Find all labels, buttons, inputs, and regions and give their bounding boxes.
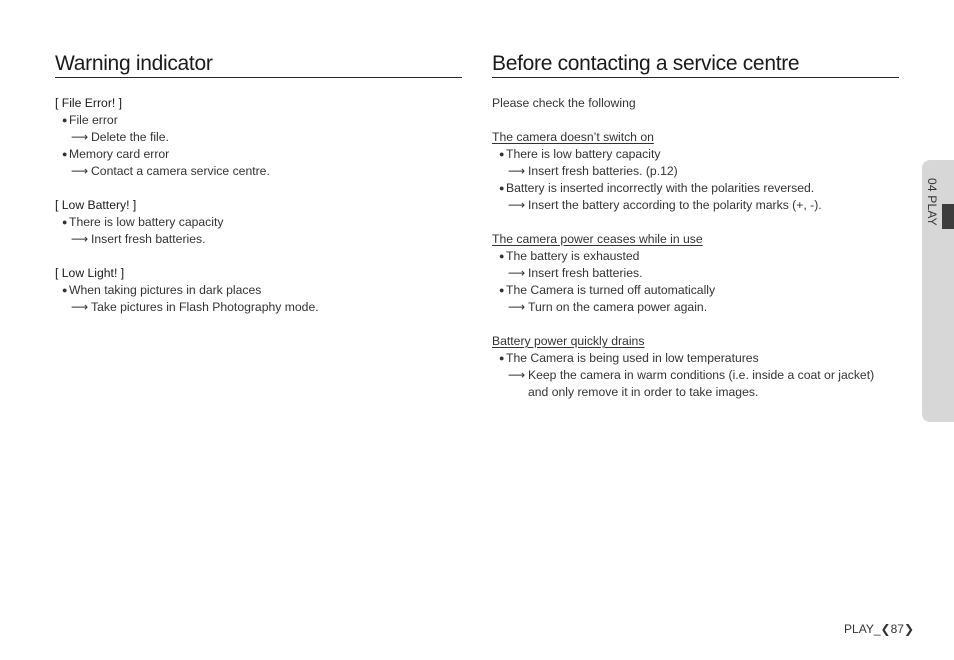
cause-line (55, 146, 462, 163)
remedy-line (492, 299, 899, 316)
remedy-text: Take pictures in Flash Photography mode. (91, 300, 319, 314)
cause-line (492, 248, 899, 265)
cause-text: There is low battery capacity (506, 147, 661, 161)
cause-text: Battery is inserted incorrectly with the polarities reversed. (506, 181, 815, 195)
chevron-right-icon: ❯ (903, 622, 914, 636)
cause-text: When taking pictures in dark places (69, 283, 262, 297)
warning-list (55, 95, 462, 316)
bullet-icon: ● (499, 285, 505, 295)
bullet-icon: ● (499, 183, 505, 193)
remedy-line (55, 163, 462, 180)
remedy-text: Contact a camera service centre. (91, 164, 270, 178)
cause-line (55, 282, 462, 299)
remedy-line (492, 163, 899, 180)
problem-heading: Battery power quickly drains (492, 334, 645, 348)
remedy-text: Insert fresh batteries. (91, 232, 206, 246)
error-group-low-light (55, 265, 462, 316)
error-group-file-error (55, 95, 462, 180)
cause-text: There is low battery capacity (69, 215, 224, 229)
cause-text: Memory card error (69, 147, 170, 161)
arrow-right-icon: ⟶ (71, 164, 89, 178)
arrow-right-icon: ⟶ (71, 232, 89, 246)
remedy-line (492, 197, 899, 214)
error-title: [ Low Battery! ] (55, 198, 137, 212)
remedy-line (492, 265, 899, 282)
bullet-icon: ● (499, 251, 505, 261)
troubleshooting-list (492, 95, 899, 401)
page-number: 87 (890, 622, 904, 636)
warning-indicator-heading: Warning indicator (55, 52, 462, 78)
warning-indicator-section (55, 52, 462, 333)
service-centre-heading: Before contacting a service centre (492, 52, 899, 78)
error-group-low-battery (55, 197, 462, 248)
problem-group-battery-drains (492, 333, 899, 401)
arrow-right-icon: ⟶ (508, 266, 526, 280)
cause-line (492, 180, 899, 197)
service-centre-section (492, 52, 899, 418)
arrow-right-icon: ⟶ (508, 198, 526, 212)
chevron-left-icon: ❮ (880, 622, 891, 636)
cause-line (55, 112, 462, 129)
remedy-text: Delete the file. (91, 130, 169, 144)
problem-group-power-ceases (492, 231, 899, 316)
bullet-icon: ● (62, 115, 68, 125)
bullet-icon: ● (499, 353, 505, 363)
remedy-text: Insert fresh batteries. (528, 266, 643, 280)
bullet-icon: ● (62, 217, 68, 227)
error-title: [ Low Light! ] (55, 266, 125, 280)
cause-line (492, 282, 899, 299)
arrow-right-icon: ⟶ (508, 368, 526, 382)
bullet-icon: ● (499, 149, 505, 159)
cause-line (55, 214, 462, 231)
cause-text: File error (69, 113, 118, 127)
bullet-icon: ● (62, 285, 68, 295)
cause-text: The Camera is turned off automatically (506, 283, 716, 297)
remedy-text: Turn on the camera power again. (528, 300, 708, 314)
arrow-right-icon: ⟶ (508, 300, 526, 314)
remedy-text: Insert the battery according to the polarity marks (+, -). (528, 198, 822, 212)
problem-heading: The camera doesn’t switch on (492, 130, 654, 144)
cause-line (492, 146, 899, 163)
remedy-line (55, 129, 462, 146)
page-footer (844, 622, 914, 636)
error-title: [ File Error! ] (55, 96, 123, 110)
remedy-text: Keep the camera in warm conditions (i.e. inside a coat or jacket) and only remove it in order to take images. (528, 368, 875, 399)
bullet-icon: ● (62, 149, 68, 159)
cause-line (492, 350, 899, 367)
footer-section-label: PLAY_ (844, 622, 881, 636)
cause-text: The Camera is being used in low temperatures (506, 351, 759, 365)
arrow-right-icon: ⟶ (71, 300, 89, 314)
chapter-tab-label: 04 PLAY (925, 178, 939, 226)
arrow-right-icon: ⟶ (71, 130, 89, 144)
problem-group-no-power-on (492, 129, 899, 214)
arrow-right-icon: ⟶ (508, 164, 526, 178)
remedy-line (492, 367, 899, 401)
cause-text: The battery is exhausted (506, 249, 640, 263)
chapter-tab-marker (942, 204, 954, 229)
intro-text: Please check the following (492, 96, 636, 110)
problem-heading: The camera power ceases while in use (492, 232, 703, 246)
remedy-line (55, 299, 462, 316)
remedy-text: Insert fresh batteries. (p.12) (528, 164, 678, 178)
remedy-line (55, 231, 462, 248)
